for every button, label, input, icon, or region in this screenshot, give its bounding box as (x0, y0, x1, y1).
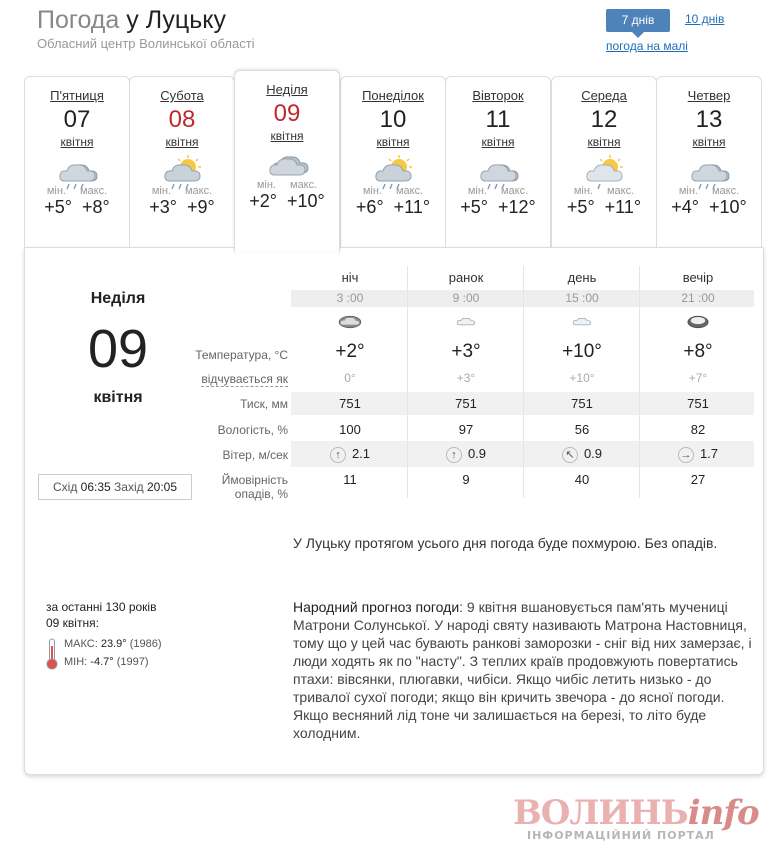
day-tab[interactable] (234, 70, 340, 252)
wind-direction-icon: ↑ (446, 447, 462, 463)
title-city: у Луцьку (126, 6, 226, 34)
row-label-humidity: Вологість, % (217, 423, 288, 437)
min-label: мін. (467, 185, 487, 197)
day-name[interactable]: Четвер (687, 88, 731, 103)
sunrise-time: 06:35 (80, 480, 111, 494)
day-number: 08 (168, 106, 196, 133)
period-temp: +10° (562, 341, 602, 362)
max-temp: +9° (187, 197, 215, 217)
period-temp: +8° (683, 341, 713, 362)
period-feels: +7° (688, 371, 708, 385)
sunrise-label: Схід (52, 480, 78, 494)
period-wind: → 1.7 (640, 446, 756, 463)
period-time: 15 :00 (565, 291, 599, 305)
min-temp: +3° (149, 197, 177, 217)
max-label: макс. (711, 185, 740, 197)
max-temp: +11° (393, 197, 431, 217)
period-time: 21 :00 (681, 291, 715, 305)
row-label-precip: Ймовірність опадів, % (221, 473, 288, 501)
dark-cloud-icon (682, 309, 714, 335)
period-temp: +2° (335, 341, 365, 362)
folk-forecast (293, 598, 753, 742)
row-label-temp: Температура, °C (195, 348, 288, 362)
period-precip: 11 (343, 472, 357, 487)
thermometer-icon (46, 638, 58, 670)
day-tab[interactable] (129, 76, 235, 248)
min-temp: +6° (355, 197, 384, 217)
cloud-icon (450, 309, 482, 335)
period-head: вечір (682, 270, 714, 285)
min-temp: +5° (566, 197, 595, 217)
min-temp: +5° (460, 197, 488, 217)
max-label: макс. (79, 185, 108, 197)
period-humidity: 97 (458, 422, 474, 437)
day-number: 10 (379, 106, 407, 133)
max-label: макс. (606, 185, 635, 197)
day-name[interactable]: Вівторок (472, 88, 524, 103)
period-temp: +3° (451, 341, 481, 362)
day-number: 07 (63, 106, 91, 133)
period-precip: 40 (574, 472, 590, 487)
cloud-icon (566, 309, 598, 335)
period-pressure: 751 (687, 396, 709, 411)
period-wind: ↑ 2.1 (292, 446, 408, 463)
column-divider (407, 266, 408, 498)
period-head: ніч (341, 270, 359, 285)
day-tabs (24, 70, 764, 248)
min-temp: +5° (44, 197, 72, 217)
period-head: ранок (448, 270, 484, 285)
period-pressure: 751 (571, 396, 593, 411)
day-name[interactable]: Неділя (266, 82, 308, 97)
wind-direction-icon: ↑ (330, 447, 346, 463)
day-tab[interactable] (24, 76, 130, 248)
period-humidity: 56 (574, 422, 590, 437)
max-temp: +11° (604, 197, 642, 217)
max-temp: +10° (709, 197, 747, 217)
period-head: день (567, 270, 597, 285)
day-month: квітня (60, 135, 94, 149)
detail-month: квітня (93, 389, 143, 406)
sunset-time: 20:05 (146, 480, 178, 494)
wind-direction-icon: ↖ (562, 447, 578, 463)
day-number: 09 (273, 100, 301, 127)
max-temp: +8° (82, 197, 110, 217)
folk-heading: Народний прогноз погоди (293, 599, 460, 615)
min-label: мін. (46, 185, 66, 197)
day-name[interactable]: Субота (160, 88, 204, 103)
wind-direction-icon: → (678, 447, 694, 463)
day-number: 13 (695, 106, 723, 133)
period-pressure: 751 (339, 396, 361, 411)
day-tab[interactable] (340, 76, 446, 248)
day-month: квітня (165, 135, 199, 149)
period-time: 9 :00 (452, 291, 480, 305)
map-link[interactable]: погода на малі (606, 39, 688, 53)
folk-text: : 9 квітня вшановується пам'ять мучениці Матрони Солунської. У народі святу називають Матрона Настовниця, тому що у цей час бувають ранкові заморозки - сніг від них замерзає, і люди ходять як по "насту". З теплих країв продовжують повертатись птахи: вівсянки, плюгавки, чибіси. Якщо чибіс летить низько - до тривалої сухої погоди; якщо він кричить звечора - до ясної погоди. Якщо весняний лід тоне чи залишається на березі, то літо буде холодним. (293, 599, 752, 741)
period-feels: +10° (569, 371, 595, 385)
page-subtitle: Обласний центр Волинської області (37, 36, 255, 51)
day-name[interactable]: Середа (581, 88, 627, 103)
tab-10-days[interactable]: 10 днів (685, 12, 725, 26)
period-precip: 27 (690, 472, 706, 487)
row-label-feels[interactable]: відчувається як (201, 372, 288, 386)
period-wind: ↖ 0.9 (524, 446, 640, 463)
volyn-info-logo[interactable]: ВОЛИНЬinfo ІНФОРМАЦІЙНИЙ ПОРТАЛ (513, 793, 759, 842)
max-temp: +10° (287, 191, 325, 211)
tab-7-days[interactable]: 7 днів (606, 9, 670, 32)
day-tab[interactable] (445, 76, 551, 248)
detail-day-name: Неділя (90, 290, 146, 307)
period-wind: ↑ 0.9 (408, 446, 524, 463)
moon-cloud-icon (334, 309, 366, 335)
day-month: квітня (692, 135, 726, 149)
history-max: МАКС: 23.9° (1986) (64, 638, 162, 650)
day-name[interactable]: П'ятниця (50, 88, 104, 103)
sun-times (38, 474, 192, 500)
min-label: мін. (256, 179, 276, 191)
day-month: квітня (270, 129, 304, 143)
max-label: макс. (500, 185, 529, 197)
period-time: 3 :00 (336, 291, 364, 305)
column-divider (639, 266, 640, 498)
period-feels: 0° (344, 371, 356, 385)
weather-description: У Луцьку протягом усього дня погода буде похмурою. Без опадів. (293, 535, 718, 551)
history-min: МІН: -4.7° (1997) (64, 656, 149, 668)
day-number: 12 (590, 106, 618, 133)
min-label: мін. (678, 185, 698, 197)
min-label: мін. (151, 185, 171, 197)
period-humidity: 82 (690, 422, 706, 437)
max-temp: +12° (498, 197, 536, 217)
day-tab[interactable] (656, 76, 762, 248)
period-feels: +3° (456, 371, 476, 385)
day-number: 11 (485, 106, 511, 133)
period-precip: 9 (462, 472, 470, 487)
sunset-label: Захід (114, 480, 144, 494)
min-label: мін. (362, 185, 382, 197)
page-title (37, 6, 226, 35)
day-name[interactable]: Понеділок (362, 88, 424, 103)
detail-day-number: 09 (87, 319, 149, 379)
history-heading: за останні 130 років 09 квітня: (46, 600, 157, 630)
day-month: квітня (376, 135, 410, 149)
day-month: квітня (481, 135, 515, 149)
period-pressure: 751 (455, 396, 477, 411)
min-temp: +4° (671, 197, 699, 217)
max-label: макс. (395, 185, 424, 197)
day-month: квітня (587, 135, 621, 149)
max-label: макс. (184, 185, 213, 197)
max-label: макс. (289, 179, 318, 191)
title-prefix: Погода (37, 6, 120, 34)
row-label-pressure: Тиск, мм (240, 397, 288, 411)
column-divider (523, 266, 524, 498)
min-label: мін. (573, 185, 593, 197)
min-temp: +2° (249, 191, 277, 211)
period-humidity: 100 (339, 422, 361, 437)
day-tab[interactable] (551, 76, 657, 248)
row-label-wind: Вітер, м/сек (222, 448, 288, 462)
